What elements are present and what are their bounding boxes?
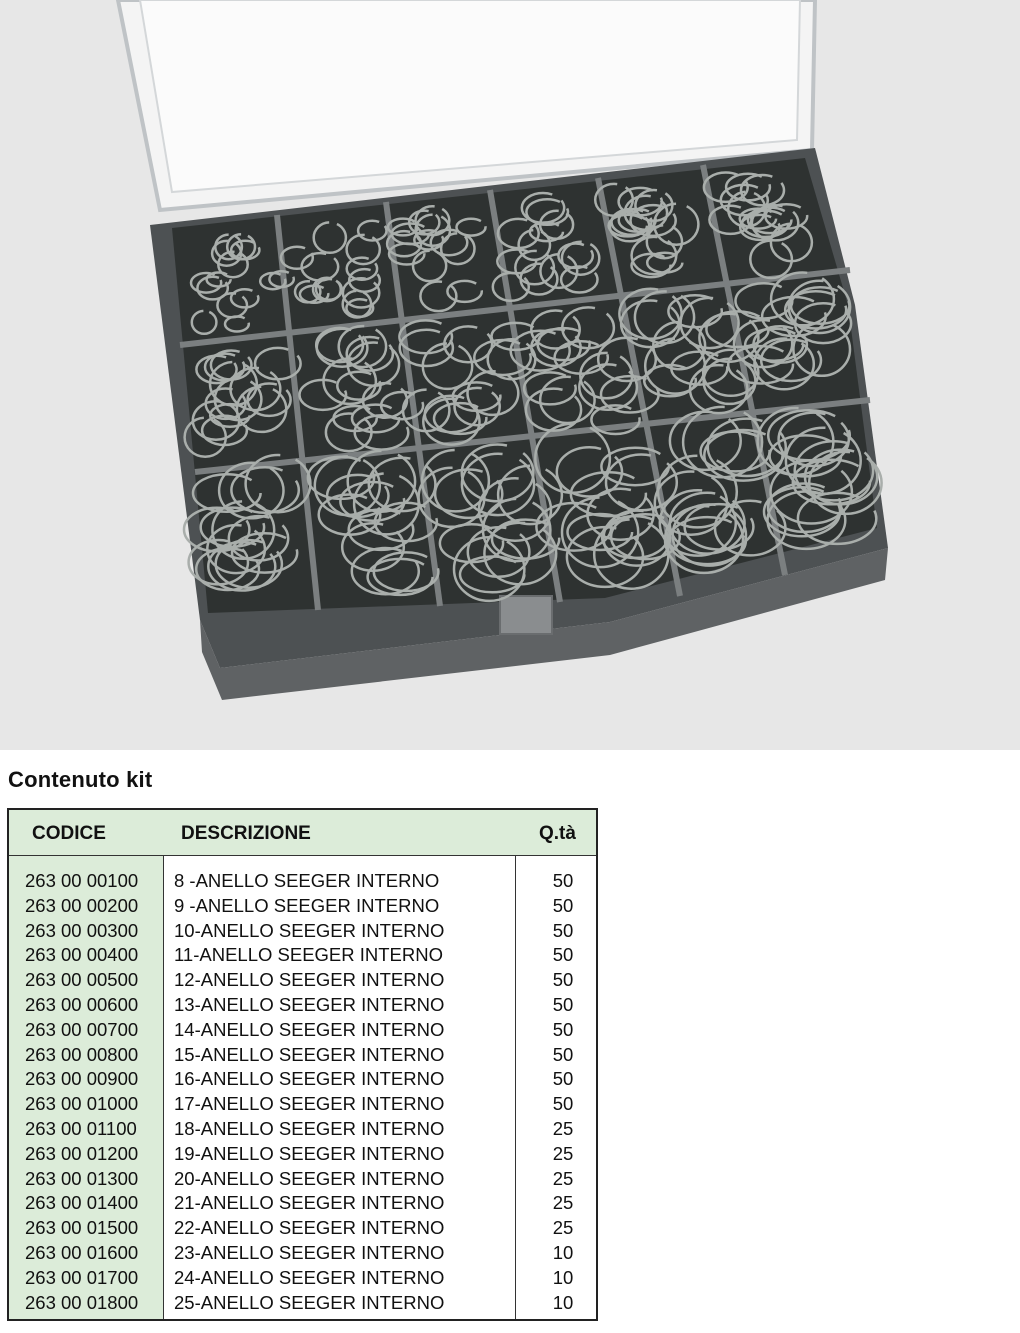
row-qty: 50 xyxy=(552,1043,574,1065)
row-qty: 50 xyxy=(552,969,574,991)
row-description: 25-ANELLO SEEGER INTERNO xyxy=(174,1291,445,1313)
row-description: 10-ANELLO SEEGER INTERNO xyxy=(174,919,445,941)
table-row xyxy=(9,943,596,968)
row-qty: 25 xyxy=(552,1142,574,1164)
table-row xyxy=(9,1291,596,1316)
row-qty: 10 xyxy=(552,1291,574,1313)
row-code: 263 00 00700 xyxy=(25,1018,139,1040)
row-code: 263 00 00600 xyxy=(25,993,139,1015)
row-qty: 50 xyxy=(552,894,574,916)
row-description: 14-ANELLO SEEGER INTERNO xyxy=(174,1018,445,1040)
row-code: 263 00 00300 xyxy=(25,919,139,941)
row-code: 263 00 01100 xyxy=(25,1117,137,1139)
row-description: 20-ANELLO SEEGER INTERNO xyxy=(174,1167,445,1189)
row-description: 17-ANELLO SEEGER INTERNO xyxy=(174,1093,445,1115)
row-code: 263 00 01400 xyxy=(25,1192,139,1214)
row-description: 19-ANELLO SEEGER INTERNO xyxy=(174,1142,445,1164)
table-row xyxy=(9,894,596,919)
row-qty: 10 xyxy=(552,1241,574,1263)
row-qty: 50 xyxy=(552,919,574,941)
row-description: 22-ANELLO SEEGER INTERNO xyxy=(174,1217,445,1239)
row-code: 263 00 00200 xyxy=(25,894,139,916)
table-row xyxy=(9,1043,596,1068)
row-code: 263 00 01600 xyxy=(25,1241,139,1263)
row-qty: 25 xyxy=(552,1117,574,1139)
table-row xyxy=(9,1191,596,1216)
row-description: 8 -ANELLO SEEGER INTERNO xyxy=(174,870,440,891)
row-description: 13-ANELLO SEEGER INTERNO xyxy=(174,993,445,1015)
table-body xyxy=(9,869,596,1315)
row-code: 263 00 01800 xyxy=(25,1291,139,1313)
row-description: 16-ANELLO SEEGER INTERNO xyxy=(174,1068,445,1090)
table-row xyxy=(9,993,596,1018)
row-qty: 25 xyxy=(552,1192,574,1214)
row-description: 11-ANELLO SEEGER INTERNO xyxy=(174,944,444,966)
table-row xyxy=(9,919,596,944)
table-row xyxy=(9,1092,596,1117)
row-code: 263 00 01300 xyxy=(25,1167,139,1189)
row-qty: 10 xyxy=(552,1266,574,1288)
row-description: 9 -ANELLO SEEGER INTERNO xyxy=(174,894,440,916)
row-description: 24-ANELLO SEEGER INTERNO xyxy=(174,1266,445,1288)
row-code: 263 00 00900 xyxy=(25,1068,139,1090)
section-title: Contenuto kit xyxy=(8,767,153,792)
table-row xyxy=(9,968,596,993)
table-row xyxy=(9,1067,596,1092)
table-row xyxy=(9,1266,596,1291)
table-row xyxy=(9,1216,596,1241)
table-row xyxy=(9,1167,596,1192)
table-row xyxy=(9,1142,596,1167)
kit-contents-table xyxy=(7,808,598,1321)
header-code: CODICE xyxy=(32,823,106,844)
row-description: 23-ANELLO SEEGER INTERNO xyxy=(174,1241,445,1263)
row-code: 263 00 00400 xyxy=(25,944,139,966)
header-description: DESCRIZIONE xyxy=(181,823,311,844)
row-description: 21-ANELLO SEEGER INTERNO xyxy=(174,1192,445,1214)
table-row xyxy=(9,1018,596,1043)
table-row xyxy=(9,1241,596,1266)
row-code: 263 00 01200 xyxy=(25,1142,139,1164)
row-code: 263 00 01000 xyxy=(25,1093,139,1115)
table-row xyxy=(9,869,596,894)
row-description: 12-ANELLO SEEGER INTERNO xyxy=(174,969,445,991)
table-row xyxy=(9,1117,596,1142)
header-qty: Q.tà xyxy=(539,823,576,844)
row-qty: 25 xyxy=(552,1217,574,1239)
row-qty: 50 xyxy=(552,993,574,1015)
row-code: 263 00 01700 xyxy=(25,1266,139,1288)
row-qty: 50 xyxy=(552,944,574,966)
row-description: 15-ANELLO SEEGER INTERNO xyxy=(174,1043,445,1065)
row-qty: 50 xyxy=(552,1068,574,1090)
row-code: 263 00 00800 xyxy=(25,1043,139,1065)
row-qty: 50 xyxy=(552,870,574,891)
row-code: 263 00 00100 xyxy=(25,870,139,891)
row-qty: 25 xyxy=(552,1167,574,1189)
row-qty: 50 xyxy=(552,1018,574,1040)
row-code: 263 00 01500 xyxy=(25,1217,139,1239)
row-description: 18-ANELLO SEEGER INTERNO xyxy=(174,1117,445,1139)
row-qty: 50 xyxy=(552,1093,574,1115)
row-code: 263 00 00500 xyxy=(25,969,139,991)
table-header xyxy=(9,810,596,856)
